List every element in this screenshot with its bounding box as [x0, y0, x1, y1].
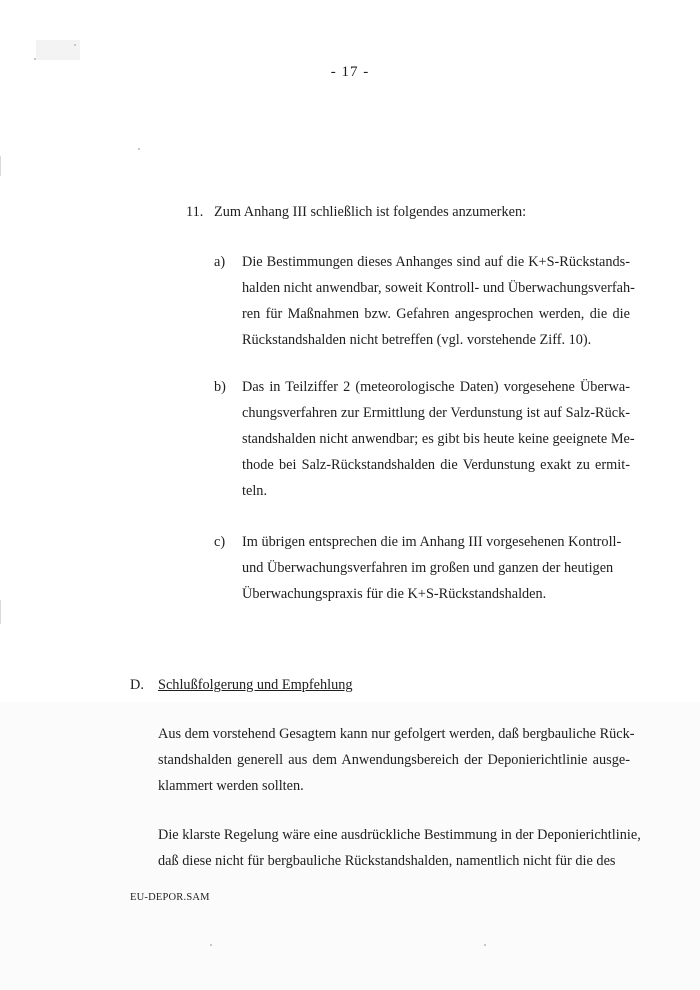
- scan-speck: [138, 148, 140, 150]
- subitem-a-text: [242, 249, 635, 353]
- page-number: - 17 -: [330, 64, 370, 80]
- subitem-label-c: c): [214, 534, 226, 550]
- text-line: klammert werden sollten.: [158, 778, 304, 794]
- scan-speck: [484, 944, 486, 946]
- text-line: Rückstandshalden nicht betreffen (vgl. vorstehende Ziff. 10).: [242, 332, 592, 348]
- section-letter: D.: [130, 677, 144, 693]
- text-line: daß diese nicht für bergbauliche Rückstandshalden, namentlich nicht für die des: [158, 853, 616, 869]
- scan-edge-mark: [0, 156, 1, 176]
- section-title: Schlußfolgerung und Empfehlung: [158, 677, 353, 693]
- text-line: Aus dem vorstehend Gesagtem kann nur gefolgert werden, daß bergbauliche Rück-: [158, 726, 635, 742]
- scan-smudge: [36, 40, 80, 60]
- text-line: thode bei Salz-Rückstandshalden die Verdunstung exakt zu ermit-: [242, 457, 630, 473]
- conclusion-paragraph-1: [158, 721, 635, 799]
- text-line: und Überwachungsverfahren im großen und ganzen der heutigen: [242, 560, 614, 576]
- scan-speck: [34, 58, 36, 60]
- text-line: teln.: [242, 483, 268, 499]
- text-line: Im übrigen entsprechen die im Anhang III vorgesehenen Kontroll-: [242, 534, 622, 550]
- subitem-label-a: a): [214, 254, 226, 270]
- item-number: 11.: [186, 204, 204, 220]
- item-intro: Zum Anhang III schließlich ist folgendes anzumerken:: [214, 204, 527, 220]
- text-line: Überwachungspraxis für die K+S-Rückstandshalden.: [242, 586, 547, 602]
- scan-speck: [210, 944, 212, 946]
- text-line: Die klarste Regelung wäre eine ausdrückliche Bestimmung in der Deponierichtlinie,: [158, 827, 641, 843]
- conclusion-paragraph-2: [158, 822, 641, 874]
- text-line: standshalden generell aus dem Anwendungsbereich der Deponierichtlinie ausge-: [158, 752, 630, 768]
- subitem-label-b: b): [214, 379, 226, 395]
- footer-file-code: EU-DEPOR.SAM: [130, 892, 210, 903]
- subitem-c-text: [242, 529, 622, 607]
- scan-edge-mark: [0, 600, 1, 624]
- text-line: chungsverfahren zur Ermittlung der Verdunstung ist auf Salz-Rück-: [242, 405, 630, 421]
- text-line: Das in Teilziffer 2 (meteorologische Daten) vorgesehene Überwa-: [242, 379, 630, 395]
- text-line: Die Bestimmungen dieses Anhanges sind auf die K+S-Rückstands-: [242, 254, 630, 270]
- text-line: standshalden nicht anwendbar; es gibt bis heute keine geeignete Me-: [242, 431, 635, 447]
- scan-speck: [74, 44, 76, 46]
- subitem-b-text: [242, 374, 635, 504]
- text-line: ren für Maßnahmen bzw. Gefahren angesprochen werden, die die: [242, 306, 630, 322]
- text-line: halden nicht anwendbar, soweit Kontroll- und Überwachungsverfah-: [242, 280, 635, 296]
